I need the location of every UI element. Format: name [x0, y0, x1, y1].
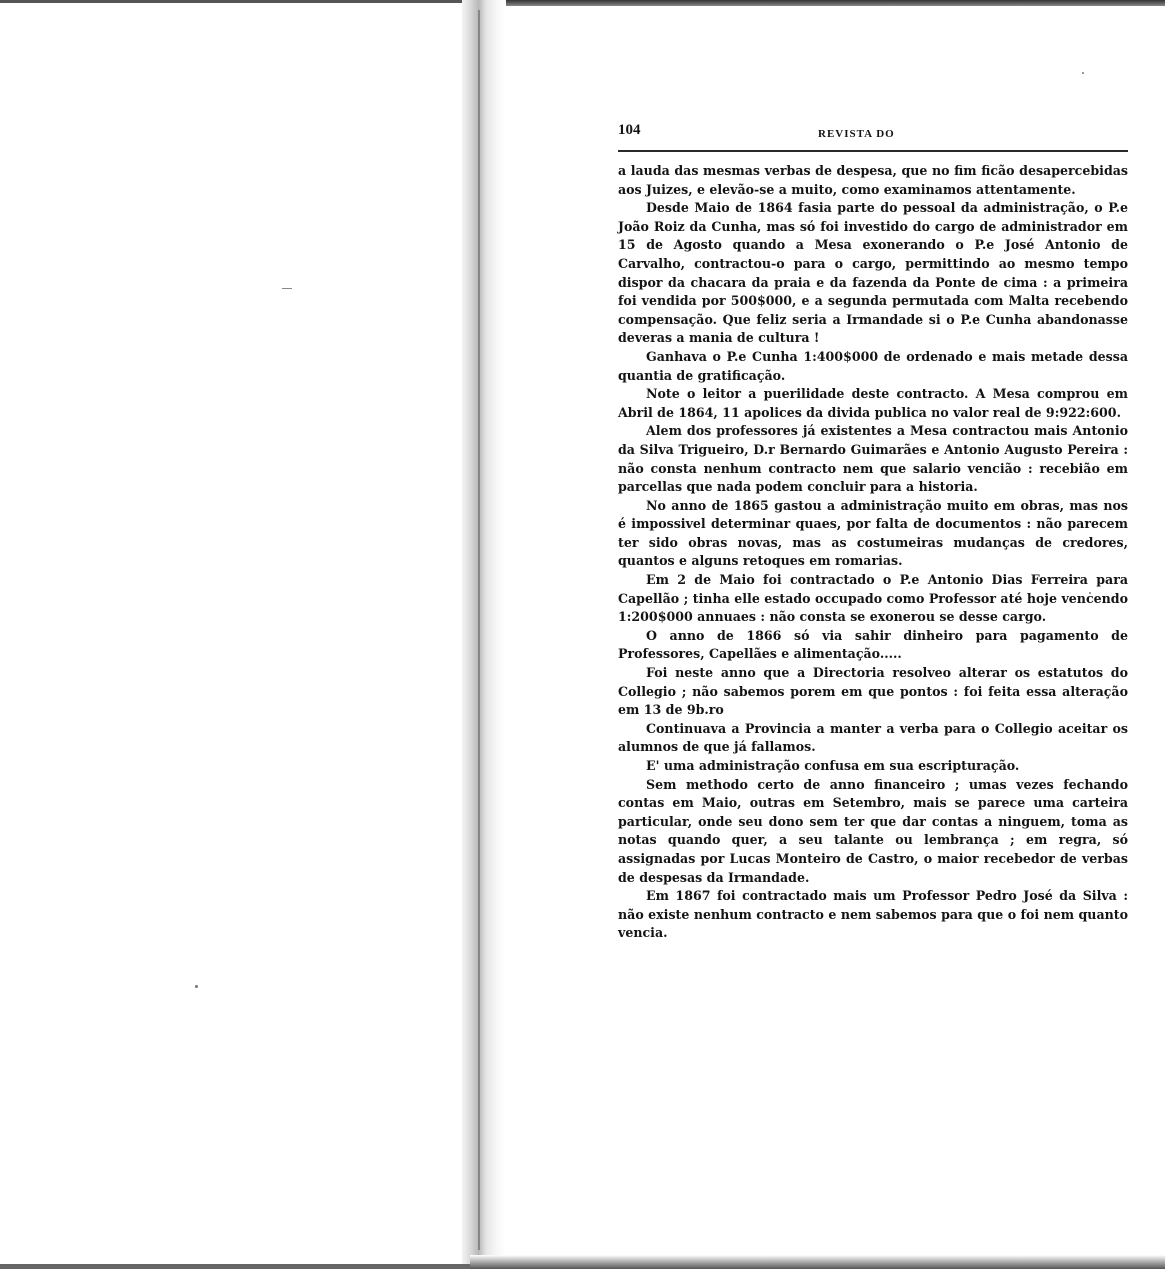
paragraph: Desde Maio de 1864 fasia parte do pessoal da administração, o P.e João Roiz da Cunha, mas só foi investido do cargo de administrador em 15 de Agosto quando a Mesa exonerando o P.e José Antonio de Carvalho, contractou-o para o cargo, permittindo ao mesmo tempo dispor da chacara da praia e da fazenda da Ponte de cima : a primeira foi vendida por 500$000, e a segunda permutada com Malta recebendo compensação. Que feliz seria a Irmandade si o P.e Cunha abandonasse deveras a mania de cultura !	[618, 200, 1128, 346]
text-page	[618, 122, 1128, 943]
scan-mark	[282, 288, 292, 289]
top-edge	[470, 0, 1165, 6]
paragraph: Note o leitor a puerilidade deste contracto. A Mesa comprou em Abril de 1864, 11 apolices da divida publica no valor real de 9:922:600.	[618, 386, 1128, 420]
book-spine-gutter	[462, 0, 506, 1269]
bottom-edge-left	[0, 1264, 470, 1269]
scan-speck	[195, 985, 198, 988]
paragraph: Ganhava o P.e Cunha 1:400$000 de ordenado e mais metade dessa quantia de gratificação.	[618, 348, 1128, 383]
page-body	[618, 162, 1128, 943]
spine-shadow-line	[478, 10, 480, 1250]
paragraph: a lauda das mesmas verbas de despesa, que no fim ficão desapercebidas aos Juizes, e elevão-se a muito, como examinamos attentamente.	[618, 163, 1128, 197]
paragraph: O anno de 1866 só via sahir dinheiro para pagamento de Professores, Capellães e alimentação.....	[618, 627, 1128, 662]
scan-speck	[1082, 72, 1084, 74]
page-number: 104	[618, 122, 641, 138]
paragraph: Em 1867 foi contractado mais um Professor Pedro José da Silva : não existe nenhum contracto e nem sabemos para que o foi nem quanto vencia.	[618, 888, 1128, 941]
header-rule	[618, 150, 1128, 152]
page-header	[618, 122, 1128, 144]
paragraph: No anno de 1865 gastou a administração muito em obras, mas nos é impossivel determinar quaes, por falta de documentos : não parecem ter sido obras novas, mas as costumeiras mudanças de credores, quantos e alguns retoques em romarias.	[618, 497, 1128, 569]
paragraph: E' uma administração confusa em sua escripturação.	[646, 758, 1020, 773]
paragraph: Continuava a Provincia a manter a verba para o Collegio aceitar os alumnos de que já fallamos.	[618, 720, 1128, 755]
running-head: REVISTA DO	[818, 128, 895, 140]
paragraph: Em 2 de Maio foi contractado o P.e Antonio Dias Ferreira para Capellão ; tinha elle estado occupado como Professor até hoje vencendo 1:200$000 annuaes : não consta se exonerou se desse cargo.	[618, 572, 1128, 625]
bottom-edge	[470, 1255, 1165, 1269]
top-edge-left	[0, 0, 470, 3]
paragraph: Sem methodo certo de anno financeiro ; umas vezes fechando contas em Maio, outras em Setembro, mais se parece uma carteira particular, onde seu dono sem ter que dar contas a ninguem, toma as notas quando quer, a seu talante ou lembrança ; em regra, só assignadas por Lucas Monteiro de Castro, o maior recebedor de verbas de despesas da Irmandade.	[618, 776, 1128, 885]
paragraph: Foi neste anno que a Directoria resolveo alterar os estatutos do Collegio ; não sabemos porem em que pontos : foi feita essa alteração em 13 de 9b.ro	[618, 665, 1128, 718]
paragraph: Alem dos professores já existentes a Mesa contractou mais Antonio da Silva Trigueiro, D.r Bernardo Guimarães e Antonio Augusto Pereira : não consta nenhum contracto nem que salario vencião : recebião em parcellas que nada podem concluir para a historia.	[618, 423, 1128, 495]
